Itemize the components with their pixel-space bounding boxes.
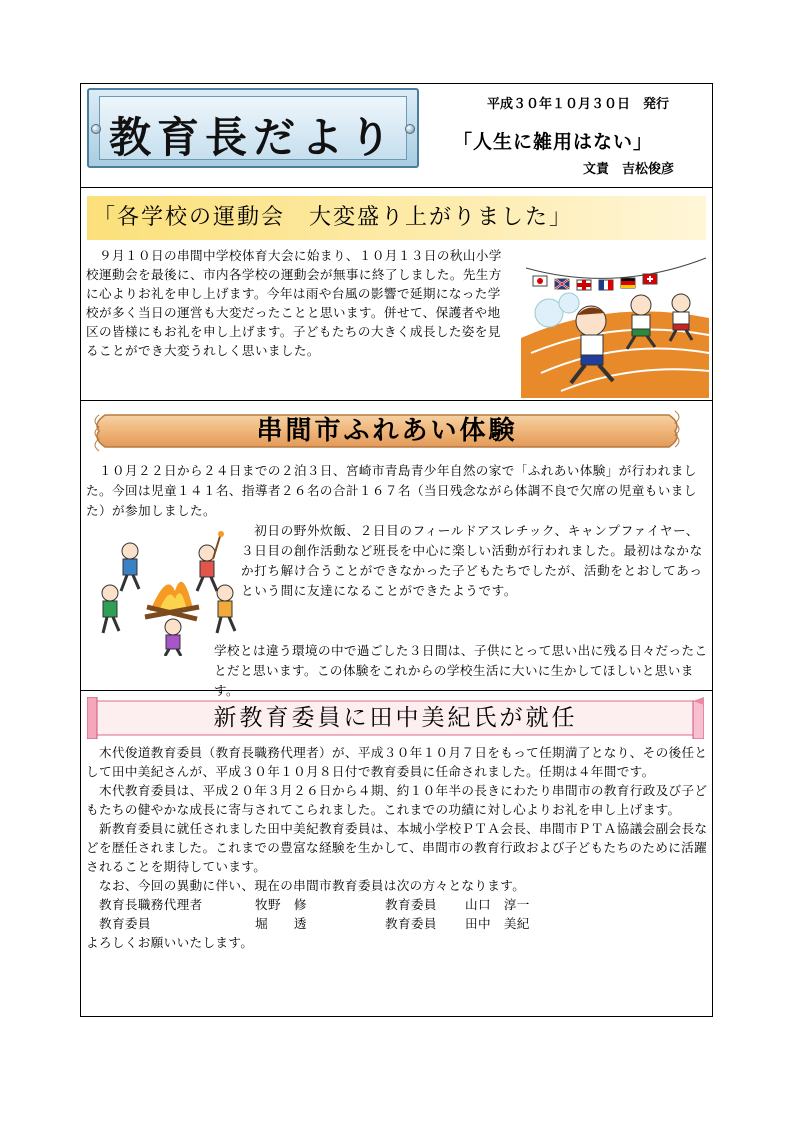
section-heading: 串間市ふれあい体験 [256, 416, 518, 446]
fureai-paragraph-1: １０月２２日から２４日までの２泊３日、宮崎市青島青少年自然の家で「ふれあい体験」が行われました。今回は児童１４１名、指導者２６名の合計１６７名（当日残念ながら体調不良で欠席の児童もいました）が参加しました。 [86, 463, 697, 518]
roster-title: 教育長職務代理者 [99, 897, 203, 912]
section-heading: 新教育委員に田中美紀氏が就任 [213, 705, 578, 731]
article-paragraph: なお、今回の異動に伴い、現在の串間市教育委員は次の方々となります。 [99, 878, 526, 893]
closing-line: よろしくお願いいたします。 [86, 935, 254, 950]
roster-name: 堀 透 [255, 916, 307, 931]
sports-day-paragraph: ９月１０日の串間中学校体育大会に始まり、１０月１３日の秋山小学校運動会を最後に、市内各学校の運動会が無事に終了しました。先生方に心よりお礼を申し上げます。今年は雨や台風の影響で延期になった学校が多く当日の運営も大変だったことと思います。併せて、保護者や地区の皆様にもお礼を申し上げます。子どもたちの大きく成長した姿を見ることができ大変うれしく思いました。 [86, 248, 502, 358]
roster-title: 教育委員 [99, 916, 151, 931]
article-paragraph: 新教育委員に就任されました田中美紀教育委員は、本城小学校ＰＴＡ会長、串間市ＰＴＡ協議会副会長などを歴任されました。これまでの豊富な経験を生かして、串間市の教育行政および子どもたちのために活躍されることを期待しています。 [86, 821, 708, 874]
roster-title: 教育委員 [385, 897, 437, 912]
rivet-icon [91, 124, 101, 134]
rivet-icon [405, 124, 415, 134]
issue-date: 平成３０年１０月３０日 発行 [487, 97, 670, 112]
roster-name: 田中 美紀 [465, 916, 530, 931]
board-member-article [86, 743, 710, 952]
roster-title: 教育委員 [385, 916, 437, 931]
section-heading-scroll [91, 409, 683, 453]
roster-name: 山口 淳一 [465, 897, 530, 912]
newsletter-frame [80, 83, 713, 1017]
fureai-paragraph-2: 初日の野外炊飯、２日目のフィールドアスレチック、キャンプファイヤー、３日目の創作活動など班長を中心に楽しい活動が行われました。最初はなかなか打ち解け合うことができなかった子どもたちでしたが、活動をとおしてあっという間に友達になることができたようです。 [241, 523, 703, 598]
section-new-board-member [81, 690, 712, 1016]
roster-row [86, 895, 710, 914]
roster-row [86, 914, 710, 933]
motto: 「人生に雑用はない」 [453, 131, 654, 153]
article-paragraph: 木代俊道教育委員（教育長職務代理者）が、平成３０年１０月７日をもって任期満了となり、その後任として田中美紀さんが、平成３０年１０月８日付で教育委員に任命されました。任期は４年間です。 [86, 745, 708, 779]
section-heading: 「各学校の運動会 大変盛り上がりました」 [87, 196, 706, 240]
byline: 文責 吉松俊彦 [583, 162, 675, 177]
section-sports-day [81, 187, 712, 400]
article-paragraph: 木代教育委員は、平成２０年３月２６日から４期、約１０年半の長きにわたり串間市の教育行政及び子どもたちの健やかな成長に寄与されてこられました。これまでの功績に対し心よりお礼を申し上げます。 [86, 783, 708, 817]
running-race-illustration [521, 243, 709, 398]
roster-name: 牧野 修 [255, 897, 307, 912]
section-heading-banner [87, 697, 704, 739]
fureai-paragraph-3: 学校とは違う環境の中で過ごした３日間は、子供にとって思い出に残る日々だったことだと思います。この体験をこれからの学校生活に大いに生かしてほしいと思います。 [214, 643, 708, 698]
masthead [81, 84, 712, 187]
section-fureai-experience [81, 400, 712, 698]
newsletter-title: 教育長だより [108, 113, 397, 162]
campfire-illustration [95, 531, 245, 656]
title-plate [87, 88, 419, 168]
